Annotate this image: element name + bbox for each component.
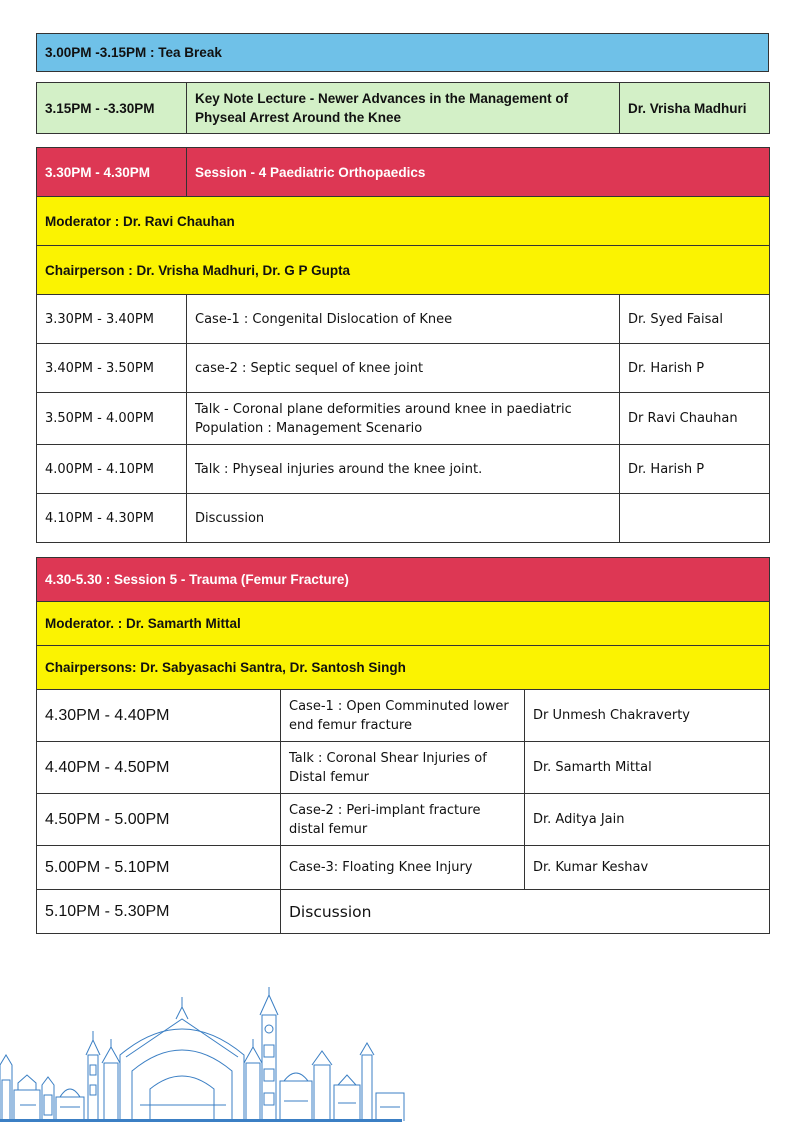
row-speaker: Dr. Syed Faisal <box>620 295 770 344</box>
table-row <box>37 393 770 445</box>
session-5-title: 4.30-5.30 : Session 5 - Trauma (Femur Fracture) <box>37 558 770 602</box>
row-topic: Talk : Physeal injuries around the knee joint. <box>187 445 620 494</box>
table-row <box>37 846 770 890</box>
row-topic: case-2 : Septic sequel of knee joint <box>187 344 620 393</box>
row-time: 3.50PM - 4.00PM <box>37 393 187 445</box>
session-5-chairpersons: Chairpersons: Dr. Sabyasachi Santra, Dr. Santosh Singh <box>37 646 770 690</box>
session-4-time: 3.30PM - 4.30PM <box>37 148 187 197</box>
table-row <box>37 890 770 934</box>
tea-break-table <box>36 33 769 72</box>
row-topic: Discussion <box>187 494 620 543</box>
row-time: 3.30PM - 3.40PM <box>37 295 187 344</box>
row-speaker: Dr Unmesh Chakraverty <box>525 690 770 742</box>
table-row <box>37 794 770 846</box>
row-topic: Talk : Coronal Shear Injuries of Distal femur <box>281 742 525 794</box>
row-topic: Talk - Coronal plane deformities around knee in paediatric Population : Management Scenario <box>187 393 620 445</box>
tea-break-label: 3.00PM -3.15PM : Tea Break <box>37 34 769 72</box>
session-4-table <box>36 147 770 543</box>
keynote-time: 3.15PM - -3.30PM <box>37 83 187 134</box>
table-row <box>37 445 770 494</box>
row-speaker <box>620 494 770 543</box>
session-5-moderator: Moderator. : Dr. Samarth Mittal <box>37 602 770 646</box>
row-time: 4.00PM - 4.10PM <box>37 445 187 494</box>
session-4-moderator: Moderator : Dr. Ravi Chauhan <box>37 197 770 246</box>
row-speaker: Dr. Kumar Keshav <box>525 846 770 890</box>
session-4-chairperson: Chairperson : Dr. Vrisha Madhuri, Dr. G P Gupta <box>37 246 770 295</box>
row-topic: Discussion <box>281 890 770 934</box>
row-speaker: Dr. Harish P <box>620 344 770 393</box>
city-skyline-illustration <box>0 985 405 1123</box>
keynote-title: Key Note Lecture - Newer Advances in the Management of Physeal Arrest Around the Knee <box>187 83 620 134</box>
row-time: 5.00PM - 5.10PM <box>37 846 281 890</box>
row-speaker: Dr. Aditya Jain <box>525 794 770 846</box>
table-row <box>37 295 770 344</box>
row-topic: Case-2 : Peri-implant fracture distal femur <box>281 794 525 846</box>
row-time: 3.40PM - 3.50PM <box>37 344 187 393</box>
row-speaker: Dr. Harish P <box>620 445 770 494</box>
row-time: 4.50PM - 5.00PM <box>37 794 281 846</box>
table-row <box>37 494 770 543</box>
keynote-speaker: Dr. Vrisha Madhuri <box>620 83 770 134</box>
row-topic: Case-3: Floating Knee Injury <box>281 846 525 890</box>
session-5-table <box>36 557 770 934</box>
table-row <box>37 690 770 742</box>
row-speaker: Dr Ravi Chauhan <box>620 393 770 445</box>
table-row <box>37 344 770 393</box>
row-topic: Case-1 : Open Comminuted lower end femur fracture <box>281 690 525 742</box>
keynote-table <box>36 82 770 134</box>
row-speaker: Dr. Samarth Mittal <box>525 742 770 794</box>
row-time: 4.40PM - 4.50PM <box>37 742 281 794</box>
session-4-title: Session - 4 Paediatric Orthopaedics <box>187 148 770 197</box>
row-topic: Case-1 : Congenital Dislocation of Knee <box>187 295 620 344</box>
table-row <box>37 742 770 794</box>
row-time: 5.10PM - 5.30PM <box>37 890 281 934</box>
row-time: 4.10PM - 4.30PM <box>37 494 187 543</box>
row-time: 4.30PM - 4.40PM <box>37 690 281 742</box>
